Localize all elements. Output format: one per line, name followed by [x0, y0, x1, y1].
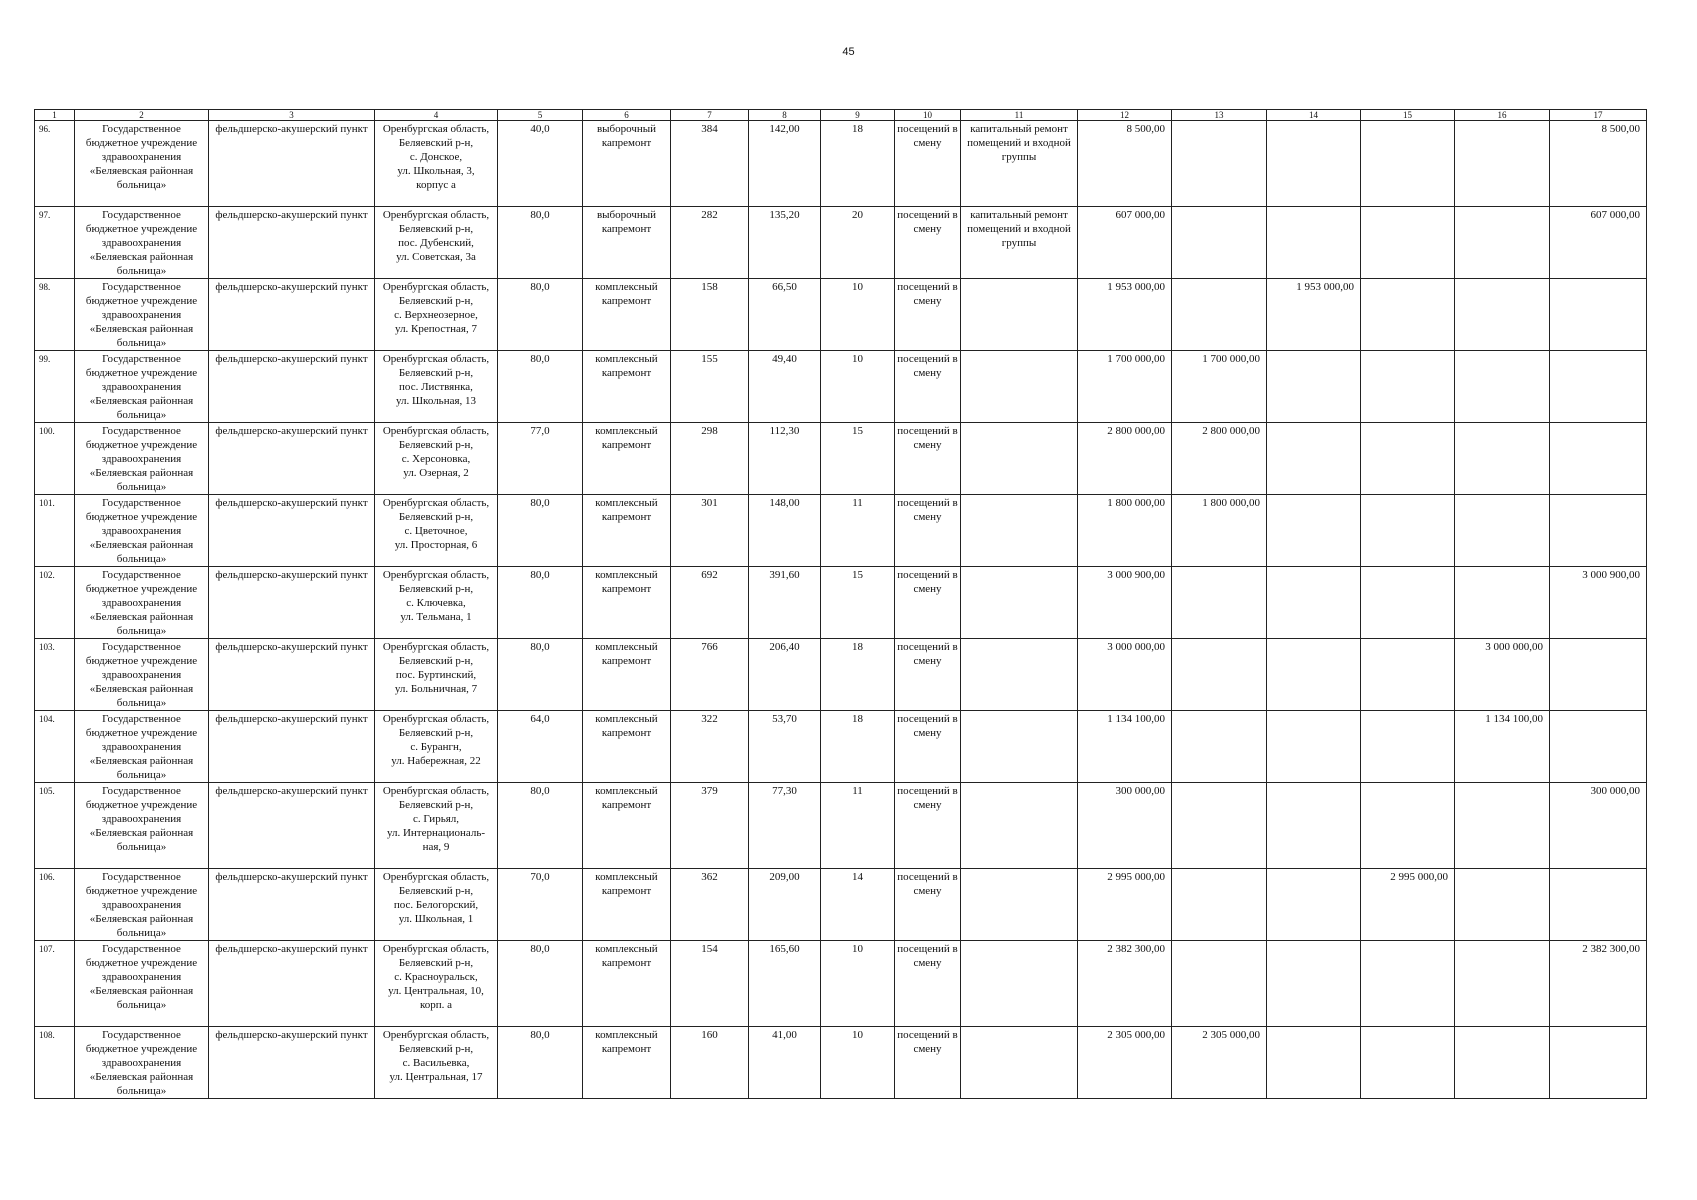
column-number: 9 — [821, 110, 895, 121]
repair-type: комплексный капремонт — [583, 567, 671, 639]
organization-name: Государственное бюджетное учреждение здравоохранения «Беляевская районная больница» — [75, 567, 209, 639]
total-cost: 1 953 000,00 — [1078, 279, 1172, 351]
area-value: 64,0 — [498, 711, 583, 783]
column-number: 12 — [1078, 110, 1172, 121]
facility-type: фельдшерско-акушерский пункт — [209, 207, 375, 279]
works-description — [961, 941, 1078, 1027]
cost-year-4 — [1455, 1027, 1550, 1099]
cost-year-3 — [1361, 351, 1455, 423]
facility-address: Оренбургская область, Беляевский р-н, пос. Листвянка, ул. Школьная, 13 — [375, 351, 498, 423]
cost-year-2 — [1267, 495, 1361, 567]
table-row — [35, 639, 1647, 711]
cost-year-2 — [1267, 869, 1361, 941]
capacity-unit: посещений в смену — [895, 711, 961, 783]
facility-address: Оренбургская область, Беляевский р-н, с. Васильевка, ул. Центральная, 17 — [375, 1027, 498, 1099]
cost-year-1 — [1172, 207, 1267, 279]
distance-value: 135,20 — [749, 207, 821, 279]
capacity-value: 15 — [821, 423, 895, 495]
area-value: 80,0 — [498, 207, 583, 279]
column-number: 8 — [749, 110, 821, 121]
table-row — [35, 783, 1647, 869]
distance-value: 391,60 — [749, 567, 821, 639]
capacity-value: 14 — [821, 869, 895, 941]
cost-year-5 — [1550, 423, 1647, 495]
facility-type: фельдшерско-акушерский пункт — [209, 351, 375, 423]
total-cost: 2 305 000,00 — [1078, 1027, 1172, 1099]
capacity-unit: посещений в смену — [895, 351, 961, 423]
works-description — [961, 869, 1078, 941]
organization-name: Государственное бюджетное учреждение здравоохранения «Беляевская районная больница» — [75, 1027, 209, 1099]
cost-year-1 — [1172, 639, 1267, 711]
cost-year-1: 1 800 000,00 — [1172, 495, 1267, 567]
repair-type: комплексный капремонт — [583, 423, 671, 495]
facility-type: фельдшерско-акушерский пункт — [209, 121, 375, 207]
capacity-unit: посещений в смену — [895, 869, 961, 941]
capacity-unit: посещений в смену — [895, 279, 961, 351]
facility-type: фельдшерско-акушерский пункт — [209, 279, 375, 351]
cost-year-1 — [1172, 869, 1267, 941]
cost-year-3 — [1361, 495, 1455, 567]
cost-year-4: 3 000 000,00 — [1455, 639, 1550, 711]
column-number: 2 — [75, 110, 209, 121]
population-value: 379 — [671, 783, 749, 869]
row-number: 96. — [35, 121, 75, 207]
cost-year-1: 2 305 000,00 — [1172, 1027, 1267, 1099]
column-number: 13 — [1172, 110, 1267, 121]
table-row — [35, 279, 1647, 351]
table-row — [35, 495, 1647, 567]
capacity-value: 15 — [821, 567, 895, 639]
row-number: 98. — [35, 279, 75, 351]
population-value: 298 — [671, 423, 749, 495]
works-description — [961, 567, 1078, 639]
capacity-unit: посещений в смену — [895, 1027, 961, 1099]
row-number: 104. — [35, 711, 75, 783]
row-number: 106. — [35, 869, 75, 941]
cost-year-2 — [1267, 423, 1361, 495]
area-value: 80,0 — [498, 279, 583, 351]
capacity-value: 11 — [821, 783, 895, 869]
column-number: 14 — [1267, 110, 1361, 121]
population-value: 362 — [671, 869, 749, 941]
works-description — [961, 1027, 1078, 1099]
facility-type: фельдшерско-акушерский пункт — [209, 495, 375, 567]
organization-name: Государственное бюджетное учреждение здравоохранения «Беляевская районная больница» — [75, 639, 209, 711]
column-number: 7 — [671, 110, 749, 121]
cost-year-1 — [1172, 279, 1267, 351]
row-number: 97. — [35, 207, 75, 279]
facility-address: Оренбургская область, Беляевский р-н, с. Верхнеозерное, ул. Крепостная, 7 — [375, 279, 498, 351]
row-number: 99. — [35, 351, 75, 423]
repair-type: комплексный капремонт — [583, 639, 671, 711]
total-cost: 3 000 000,00 — [1078, 639, 1172, 711]
organization-name: Государственное бюджетное учреждение здравоохранения «Беляевская районная больница» — [75, 207, 209, 279]
cost-year-4 — [1455, 869, 1550, 941]
repair-type: комплексный капремонт — [583, 1027, 671, 1099]
area-value: 80,0 — [498, 351, 583, 423]
cost-year-3 — [1361, 279, 1455, 351]
distance-value: 66,50 — [749, 279, 821, 351]
cost-year-4 — [1455, 495, 1550, 567]
cost-year-3 — [1361, 207, 1455, 279]
facility-address: Оренбургская область, Беляевский р-н, с. Гирьял, ул. Интернациональ- ная, 9 — [375, 783, 498, 869]
population-value: 282 — [671, 207, 749, 279]
cost-year-5 — [1550, 869, 1647, 941]
distance-value: 209,00 — [749, 869, 821, 941]
capacity-value: 18 — [821, 639, 895, 711]
cost-year-5 — [1550, 351, 1647, 423]
distance-value: 165,60 — [749, 941, 821, 1027]
cost-year-2 — [1267, 567, 1361, 639]
table-row — [35, 423, 1647, 495]
capacity-value: 18 — [821, 711, 895, 783]
cost-year-3 — [1361, 783, 1455, 869]
population-value: 155 — [671, 351, 749, 423]
table-row — [35, 869, 1647, 941]
cost-year-5: 2 382 300,00 — [1550, 941, 1647, 1027]
total-cost: 607 000,00 — [1078, 207, 1172, 279]
capacity-value: 18 — [821, 121, 895, 207]
distance-value: 77,30 — [749, 783, 821, 869]
total-cost: 8 500,00 — [1078, 121, 1172, 207]
cost-year-4 — [1455, 279, 1550, 351]
capacity-value: 10 — [821, 941, 895, 1027]
facility-address: Оренбургская область, Беляевский р-н, с. Донское, ул. Школьная, 3, корпус а — [375, 121, 498, 207]
cost-year-4 — [1455, 567, 1550, 639]
cost-year-4 — [1455, 207, 1550, 279]
facility-type: фельдшерско-акушерский пункт — [209, 869, 375, 941]
repair-type: комплексный капремонт — [583, 941, 671, 1027]
cost-year-2 — [1267, 351, 1361, 423]
organization-name: Государственное бюджетное учреждение здравоохранения «Беляевская районная больница» — [75, 121, 209, 207]
column-number: 3 — [209, 110, 375, 121]
facility-address: Оренбургская область, Беляевский р-н, пос. Дубенский, ул. Советская, 3а — [375, 207, 498, 279]
cost-year-4 — [1455, 423, 1550, 495]
works-description — [961, 783, 1078, 869]
table-row — [35, 351, 1647, 423]
cost-year-3 — [1361, 639, 1455, 711]
repair-type: комплексный капремонт — [583, 711, 671, 783]
organization-name: Государственное бюджетное учреждение здравоохранения «Беляевская районная больница» — [75, 783, 209, 869]
capacity-value: 10 — [821, 1027, 895, 1099]
distance-value: 49,40 — [749, 351, 821, 423]
table-row — [35, 1027, 1647, 1099]
column-number-header-row — [35, 110, 1647, 121]
facility-type: фельдшерско-акушерский пункт — [209, 423, 375, 495]
column-number: 11 — [961, 110, 1078, 121]
column-number: 10 — [895, 110, 961, 121]
repair-type: комплексный капремонт — [583, 351, 671, 423]
cost-year-3: 2 995 000,00 — [1361, 869, 1455, 941]
total-cost: 1 800 000,00 — [1078, 495, 1172, 567]
organization-name: Государственное бюджетное учреждение здравоохранения «Беляевская районная больница» — [75, 279, 209, 351]
facility-type: фельдшерско-акушерский пункт — [209, 941, 375, 1027]
repair-type: выборочный капремонт — [583, 121, 671, 207]
repair-type: комплексный капремонт — [583, 869, 671, 941]
distance-value: 206,40 — [749, 639, 821, 711]
population-value: 158 — [671, 279, 749, 351]
works-description: капитальный ремонт помещений и входной группы — [961, 121, 1078, 207]
capacity-value: 10 — [821, 351, 895, 423]
cost-year-3 — [1361, 941, 1455, 1027]
population-value: 692 — [671, 567, 749, 639]
cost-year-2 — [1267, 941, 1361, 1027]
table-row — [35, 567, 1647, 639]
cost-year-2 — [1267, 783, 1361, 869]
works-description — [961, 351, 1078, 423]
total-cost: 2 382 300,00 — [1078, 941, 1172, 1027]
capacity-value: 11 — [821, 495, 895, 567]
cost-year-3 — [1361, 423, 1455, 495]
population-value: 301 — [671, 495, 749, 567]
cost-year-1: 1 700 000,00 — [1172, 351, 1267, 423]
capital-repair-table — [34, 109, 1647, 1099]
population-value: 384 — [671, 121, 749, 207]
organization-name: Государственное бюджетное учреждение здравоохранения «Беляевская районная больница» — [75, 711, 209, 783]
distance-value: 41,00 — [749, 1027, 821, 1099]
column-number: 17 — [1550, 110, 1647, 121]
cost-year-4 — [1455, 121, 1550, 207]
population-value: 154 — [671, 941, 749, 1027]
cost-year-3 — [1361, 121, 1455, 207]
facility-type: фельдшерско-акушерский пункт — [209, 567, 375, 639]
total-cost: 1 134 100,00 — [1078, 711, 1172, 783]
area-value: 80,0 — [498, 495, 583, 567]
repair-type: комплексный капремонт — [583, 279, 671, 351]
table-row — [35, 711, 1647, 783]
facility-address: Оренбургская область, Беляевский р-н, с. Херсоновка, ул. Озерная, 2 — [375, 423, 498, 495]
facility-type: фельдшерско-акушерский пункт — [209, 639, 375, 711]
cost-year-2 — [1267, 1027, 1361, 1099]
capacity-unit: посещений в смену — [895, 783, 961, 869]
capacity-unit: посещений в смену — [895, 207, 961, 279]
total-cost: 3 000 900,00 — [1078, 567, 1172, 639]
cost-year-5 — [1550, 711, 1647, 783]
facility-address: Оренбургская область, Беляевский р-н, с. Ключевка, ул. Тельмана, 1 — [375, 567, 498, 639]
total-cost: 2 800 000,00 — [1078, 423, 1172, 495]
repair-type: комплексный капремонт — [583, 495, 671, 567]
cost-year-1 — [1172, 121, 1267, 207]
cost-year-5 — [1550, 495, 1647, 567]
cost-year-5: 607 000,00 — [1550, 207, 1647, 279]
area-value: 80,0 — [498, 567, 583, 639]
facility-type: фельдшерско-акушерский пункт — [209, 711, 375, 783]
organization-name: Государственное бюджетное учреждение здравоохранения «Беляевская районная больница» — [75, 495, 209, 567]
capacity-unit: посещений в смену — [895, 495, 961, 567]
row-number: 102. — [35, 567, 75, 639]
cost-year-5: 3 000 900,00 — [1550, 567, 1647, 639]
table-row — [35, 207, 1647, 279]
cost-year-1 — [1172, 941, 1267, 1027]
cost-year-3 — [1361, 711, 1455, 783]
capacity-value: 10 — [821, 279, 895, 351]
row-number: 103. — [35, 639, 75, 711]
cost-year-3 — [1361, 567, 1455, 639]
capacity-unit: посещений в смену — [895, 567, 961, 639]
cost-year-1 — [1172, 783, 1267, 869]
column-number: 15 — [1361, 110, 1455, 121]
cost-year-1 — [1172, 711, 1267, 783]
organization-name: Государственное бюджетное учреждение здравоохранения «Беляевская районная больница» — [75, 869, 209, 941]
capacity-unit: посещений в смену — [895, 941, 961, 1027]
capacity-value: 20 — [821, 207, 895, 279]
organization-name: Государственное бюджетное учреждение здравоохранения «Беляевская районная больница» — [75, 423, 209, 495]
area-value: 80,0 — [498, 1027, 583, 1099]
column-number: 16 — [1455, 110, 1550, 121]
repair-type: выборочный капремонт — [583, 207, 671, 279]
area-value: 70,0 — [498, 869, 583, 941]
capacity-unit: посещений в смену — [895, 121, 961, 207]
area-value: 80,0 — [498, 639, 583, 711]
row-number: 105. — [35, 783, 75, 869]
distance-value: 53,70 — [749, 711, 821, 783]
organization-name: Государственное бюджетное учреждение здравоохранения «Беляевская районная больница» — [75, 351, 209, 423]
population-value: 322 — [671, 711, 749, 783]
row-number: 107. — [35, 941, 75, 1027]
organization-name: Государственное бюджетное учреждение здравоохранения «Беляевская районная больница» — [75, 941, 209, 1027]
cost-year-1 — [1172, 567, 1267, 639]
facility-type: фельдшерско-акушерский пункт — [209, 783, 375, 869]
total-cost: 2 995 000,00 — [1078, 869, 1172, 941]
works-description — [961, 639, 1078, 711]
capacity-unit: посещений в смену — [895, 423, 961, 495]
cost-year-4 — [1455, 941, 1550, 1027]
area-value: 40,0 — [498, 121, 583, 207]
works-description — [961, 423, 1078, 495]
facility-address: Оренбургская область, Беляевский р-н, с. Красноуральск, ул. Центральная, 10, корп. а — [375, 941, 498, 1027]
area-value: 80,0 — [498, 783, 583, 869]
page-number: 45 — [842, 46, 855, 58]
facility-type: фельдшерско-акушерский пункт — [209, 1027, 375, 1099]
cost-year-2: 1 953 000,00 — [1267, 279, 1361, 351]
total-cost: 1 700 000,00 — [1078, 351, 1172, 423]
row-number: 108. — [35, 1027, 75, 1099]
cost-year-4: 1 134 100,00 — [1455, 711, 1550, 783]
works-description: капитальный ремонт помещений и входной группы — [961, 207, 1078, 279]
cost-year-5 — [1550, 1027, 1647, 1099]
facility-address: Оренбургская область, Беляевский р-н, пос. Белогорский, ул. Школьная, 1 — [375, 869, 498, 941]
population-value: 160 — [671, 1027, 749, 1099]
facility-address: Оренбургская область, Беляевский р-н, с. Бурангн, ул. Набережная, 22 — [375, 711, 498, 783]
distance-value: 148,00 — [749, 495, 821, 567]
facility-address: Оренбургская область, Беляевский р-н, с. Цветочное, ул. Просторная, 6 — [375, 495, 498, 567]
area-value: 80,0 — [498, 941, 583, 1027]
cost-year-5 — [1550, 279, 1647, 351]
table-row — [35, 121, 1647, 207]
row-number: 101. — [35, 495, 75, 567]
column-number: 4 — [375, 110, 498, 121]
cost-year-4 — [1455, 783, 1550, 869]
cost-year-4 — [1455, 351, 1550, 423]
cost-year-5: 300 000,00 — [1550, 783, 1647, 869]
works-description — [961, 495, 1078, 567]
cost-year-3 — [1361, 1027, 1455, 1099]
population-value: 766 — [671, 639, 749, 711]
total-cost: 300 000,00 — [1078, 783, 1172, 869]
distance-value: 112,30 — [749, 423, 821, 495]
cost-year-2 — [1267, 207, 1361, 279]
works-description — [961, 279, 1078, 351]
cost-year-5 — [1550, 639, 1647, 711]
area-value: 77,0 — [498, 423, 583, 495]
facility-address: Оренбургская область, Беляевский р-н, пос. Буртинский, ул. Больничная, 7 — [375, 639, 498, 711]
column-number: 6 — [583, 110, 671, 121]
cost-year-2 — [1267, 711, 1361, 783]
cost-year-5: 8 500,00 — [1550, 121, 1647, 207]
column-number: 1 — [35, 110, 75, 121]
distance-value: 142,00 — [749, 121, 821, 207]
row-number: 100. — [35, 423, 75, 495]
capacity-unit: посещений в смену — [895, 639, 961, 711]
cost-year-1: 2 800 000,00 — [1172, 423, 1267, 495]
cost-year-2 — [1267, 121, 1361, 207]
column-number: 5 — [498, 110, 583, 121]
repair-type: комплексный капремонт — [583, 783, 671, 869]
table-row — [35, 941, 1647, 1027]
works-description — [961, 711, 1078, 783]
cost-year-2 — [1267, 639, 1361, 711]
